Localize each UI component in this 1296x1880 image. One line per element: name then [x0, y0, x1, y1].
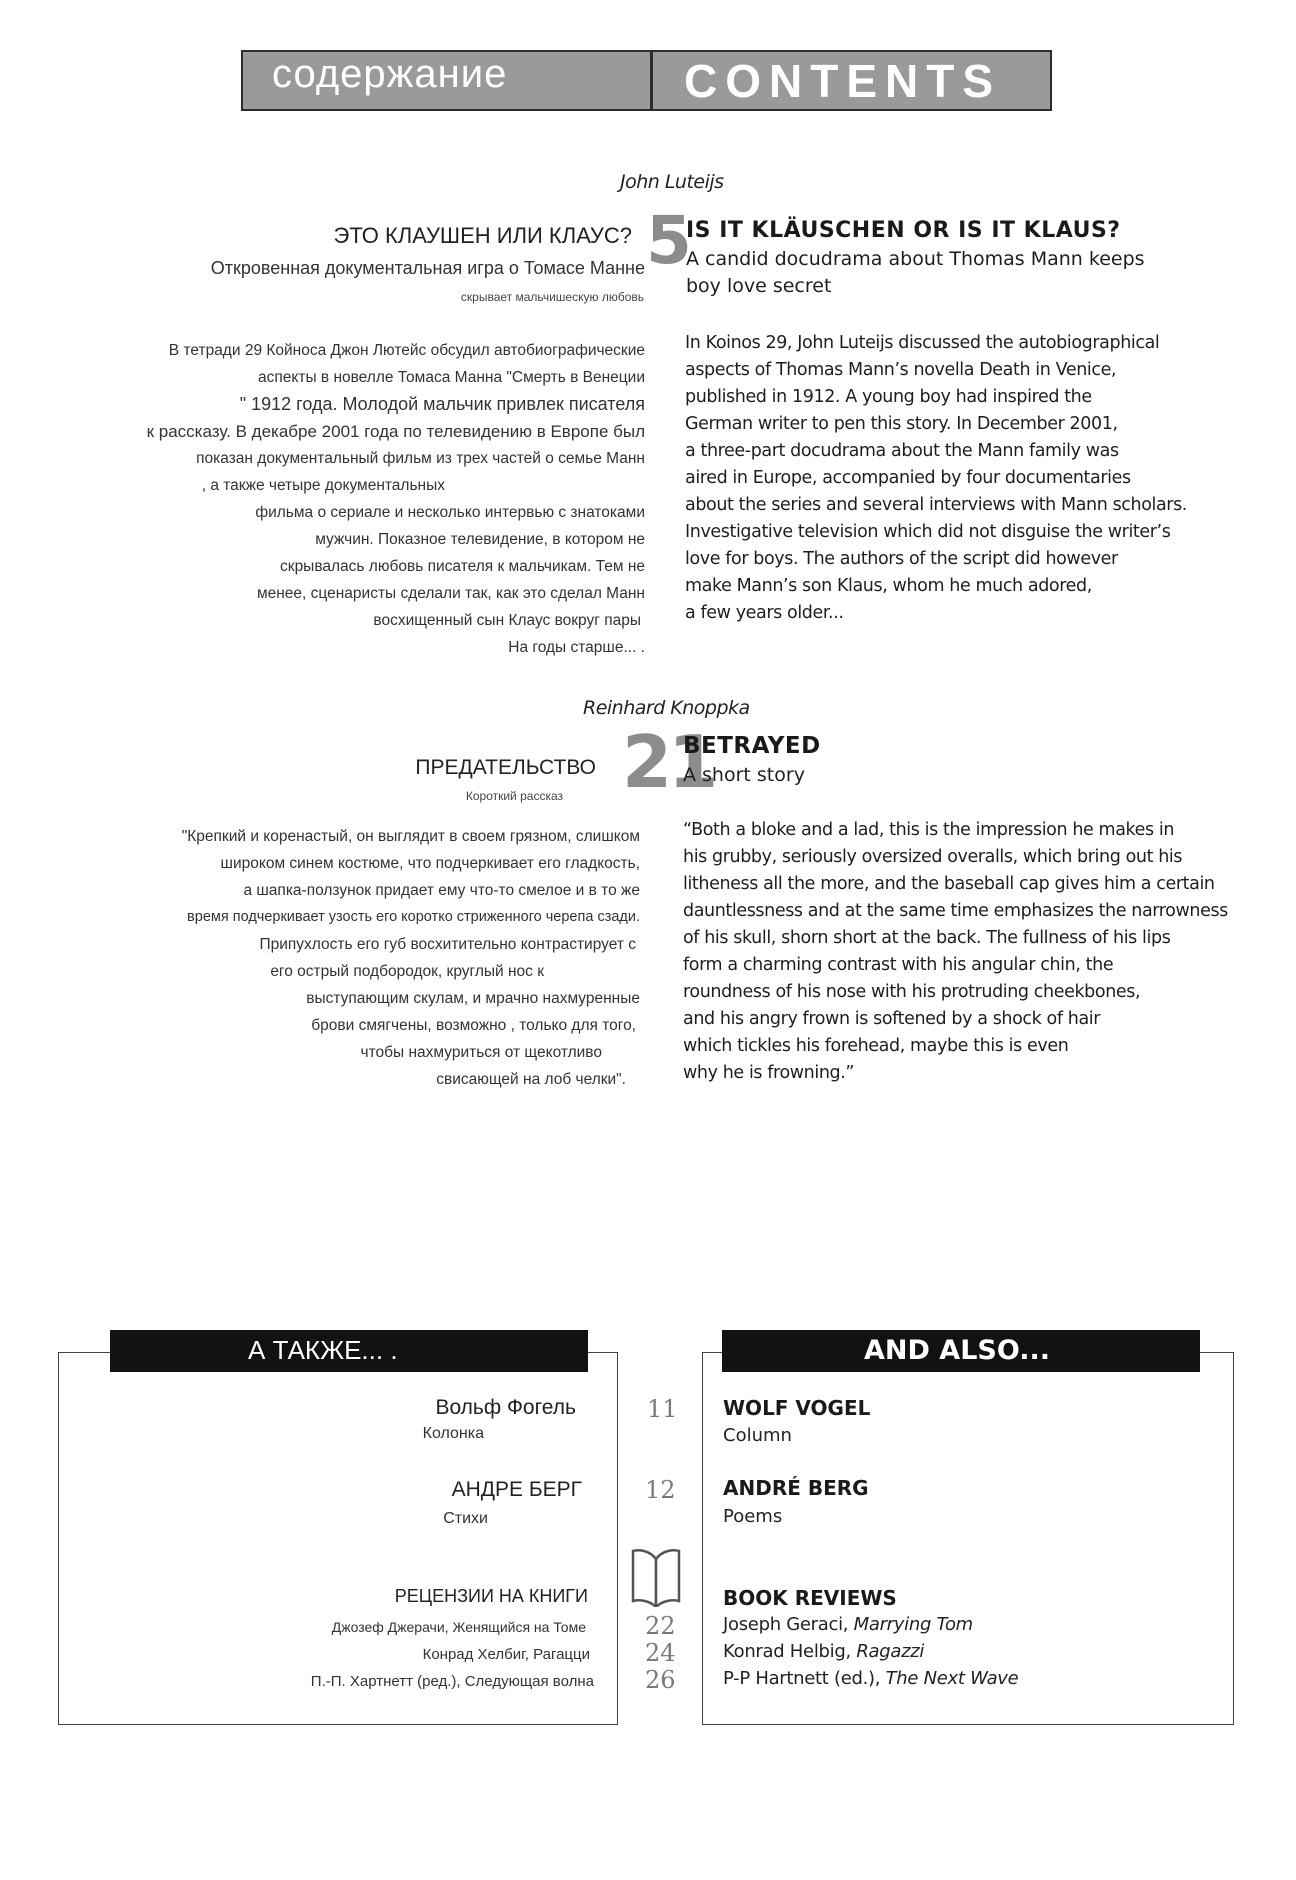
reviews-ru-head: РЕЦЕНЗИИ НА КНИГИ [394, 1586, 588, 1606]
en-body-line: dauntlessness and at the same time emphasizes the narrowness [683, 901, 1228, 921]
ru-body-line: время подчеркивает узость его коротко стриженного черепа сзади. [187, 909, 640, 925]
review-page-number: 24 [645, 1639, 676, 1667]
en-body-line: roundness of his nose with his protruding cheekbones, [683, 982, 1141, 1002]
article1-ru-body [60, 337, 645, 661]
en-body-line: Investigative television which did not disguise the writer’s [685, 522, 1171, 542]
also-item-page-number: 11 [647, 1395, 678, 1423]
en-body-line: of his skull, shorn short at the back. The fullness of his lips [683, 928, 1171, 948]
article2-en-subtitle: A short story [683, 764, 805, 786]
ru-body-line: менее, сценаристы сделали так, как это сделал Манн [256, 585, 645, 602]
en-body-line: make Mann’s son Klaus, whom he much adored, [685, 576, 1092, 596]
article1-en-title: IS IT KLÄUSCHEN OR IS IT KLAUS? [686, 218, 1121, 243]
ru-body-line: показан документальный фильм из трех частей о семье Манн [196, 450, 645, 467]
en-body-line: a three-part docudrama about the Mann family was [685, 441, 1119, 461]
also-item-en-sub: Poems [723, 1506, 783, 1527]
also-item-ru-sub: Колонка [422, 1425, 484, 1442]
en-body-line: litheness all the more, and the baseball cap gives him a certain [683, 874, 1215, 894]
ru-body-line: аспекты в новелле Томаса Манна "Смерть в Венеции [258, 369, 645, 386]
also-item-en-head: WOLF VOGEL [723, 1396, 871, 1420]
review-page-number: 26 [645, 1666, 676, 1694]
ru-body-line: восхищенный сын Клаус вокруг пары [373, 612, 641, 629]
ru-body-line: мужчин. Показное телевидение, в котором не [315, 531, 645, 548]
also-item-en-sub: Column [723, 1425, 792, 1446]
also-item-ru-head: Вольф Фогель [435, 1396, 576, 1419]
en-body-line: form a charming contrast with his angular chin, the [683, 955, 1114, 975]
article2-ru-subtitle: Короткий рассказ [465, 789, 563, 803]
en-body-line: love for boys. The authors of the script did however [685, 549, 1118, 569]
article2-author: Reinhard Knoppka [583, 697, 750, 719]
also-item-page-number: 12 [645, 1476, 676, 1504]
ru-body-line: " 1912 года. Молодой мальчик привлек писателя [239, 394, 645, 414]
article1-en-subtitle: A candid docudrama about Thomas Mann keeps boy love secret [686, 248, 1145, 297]
ru-body-line: широком синем костюме, что подчеркивает его гладкость, [220, 855, 640, 872]
article1-page-number: 5 [646, 202, 692, 279]
en-body-line: aired in Europe, accompanied by four documentaries [685, 468, 1131, 488]
en-body-line: his grubby, seriously oversized overalls, which bring out his [683, 847, 1183, 867]
en-body-line: why he is frowning.” [683, 1063, 855, 1083]
review-en-line: P-P Hartnett (ed.), The Next Wave [723, 1668, 1019, 1689]
header-divider [650, 50, 653, 111]
ru-body-line: к рассказу. В декабре 2001 года по телевидению в Европе был [146, 422, 645, 441]
ru-body-line: его острый подбородок, круглый нос к [270, 963, 544, 980]
en-body-line: a few years older... [685, 603, 844, 623]
article2-ru-body [100, 823, 640, 1093]
en-body-line: about the series and several interviews with Mann scholars. [685, 495, 1187, 515]
also-title-russian: А ТАКЖЕ... . [248, 1335, 398, 1365]
article1-ru-subtitle2: скрывает мальчишескую любовь [460, 290, 644, 304]
title-english: CONTENTS [684, 55, 1001, 107]
also-title-bar-english [722, 1330, 1200, 1372]
review-ru-line: Конрад Хелбиг, Рагацци [422, 1646, 590, 1663]
en-body-line: “Both a bloke and a lad, this is the impression he makes in [683, 820, 1175, 840]
en-body-line: aspects of Thomas Mann’s novella Death in Venice, [685, 360, 1117, 380]
open-book-icon [630, 1545, 682, 1607]
also-title-english: AND ALSO... [864, 1335, 1050, 1366]
reviews-en-head: BOOK REVIEWS [723, 1586, 897, 1610]
ru-body-line: В тетради 29 Койноса Джон Лютейс обсудил автобиографические [168, 342, 645, 359]
ru-body-line: Припухлость его губ восхитительно контрастирует с [259, 936, 636, 953]
ru-body-line: а шапка-ползунок придает ему что-то смелое и в то же [243, 882, 640, 899]
also-item-ru-head: АНДРЕ БЕРГ [451, 1478, 582, 1501]
also-item-en-head: ANDRÉ BERG [723, 1476, 869, 1500]
article2-page-number: 21 [622, 720, 715, 804]
en-body-line: published in 1912. A young boy had inspired the [685, 387, 1092, 407]
review-ru-line: Джозеф Джерачи, Женящийся на Томе [331, 1619, 586, 1635]
ru-body-line: , а также четыре документальных [201, 477, 445, 494]
en-body-line: and his angry frown is softened by a shock of hair [683, 1009, 1101, 1029]
also-item-ru-sub: Стихи [443, 1510, 488, 1527]
ru-body-line: На годы старше... . [508, 639, 645, 656]
article1-author: John Luteijs [620, 171, 724, 193]
article1-ru-title: ЭТО КЛАУШЕН ИЛИ КЛАУС? [333, 223, 632, 248]
article1-en-body [685, 330, 1187, 627]
article2-ru-title: ПРЕДАТЕЛЬСТВО [415, 756, 596, 779]
title-russian: содержание [272, 52, 508, 96]
en-body-line: In Koinos 29, John Luteijs discussed the autobiographical [685, 333, 1160, 353]
ru-body-line: фильма о сериале и несколько интервью с знатоками [255, 504, 645, 521]
also-title-bar-russian [110, 1330, 588, 1372]
review-ru-line: П.-П. Хартнетт (ред.), Следующая волна [310, 1673, 594, 1690]
review-en-line: Joseph Geraci, Marrying Tom [723, 1614, 973, 1635]
review-en-line: Konrad Helbig, Ragazzi [723, 1641, 925, 1662]
article2-en-body [683, 817, 1228, 1087]
ru-body-line: выступающим скулам, и мрачно нахмуренные [306, 990, 640, 1007]
ru-body-line: свисающей на лоб челки". [436, 1071, 626, 1088]
en-body-line: German writer to pen this story. In December 2001, [685, 414, 1118, 434]
ru-body-line: скрывалась любовь писателя к мальчикам. Тем не [280, 558, 645, 575]
ru-body-line: брови смягчены, возможно , только для того, [311, 1017, 636, 1034]
article1-ru-subtitle: Откровенная документальная игра о Томасе Манне [210, 258, 645, 278]
ru-body-line: "Крепкий и коренастый, он выглядит в своем грязном, слишком [181, 828, 640, 845]
article2-en-title: BETRAYED [683, 733, 821, 759]
review-page-number: 22 [645, 1612, 676, 1640]
en-body-line: which tickles his forehead, maybe this is even [683, 1036, 1069, 1056]
ru-body-line: чтобы нахмуриться от щекотливо [360, 1044, 602, 1061]
